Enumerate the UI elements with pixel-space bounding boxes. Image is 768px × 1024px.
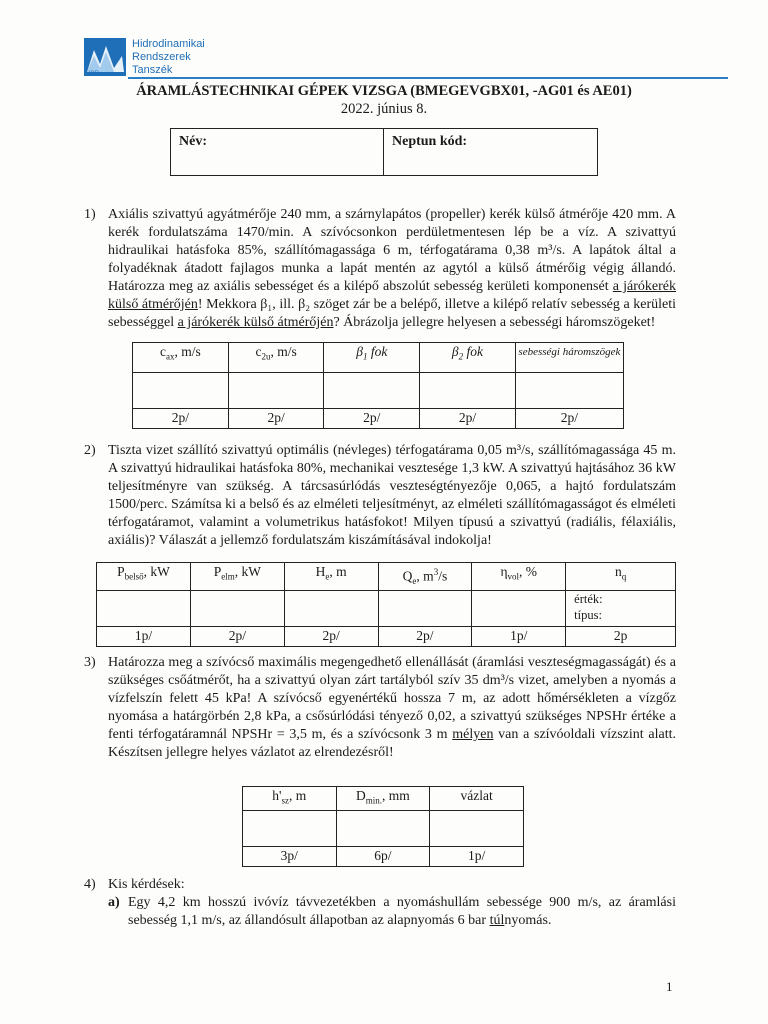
- logo-badge-text: HDR: [86, 71, 99, 76]
- q1-underline-a: a járókerék külső átmérőjén: [108, 279, 676, 312]
- logo-line-3: Tanszék: [132, 64, 173, 76]
- q2-col-eta: $\eta_{vol}$, %: [472, 563, 566, 591]
- q2-answer-cell[interactable]: [190, 591, 284, 627]
- logo-line-2: Rendszerek: [132, 51, 191, 63]
- q2-points: 2p/: [190, 627, 284, 647]
- q2-col-pelm: $P_{elm}$, kW: [190, 563, 284, 591]
- page-number: 1: [666, 979, 673, 994]
- q2-answer-cell[interactable]: [378, 591, 472, 627]
- q2-answer-cell[interactable]: [472, 591, 566, 627]
- q2-nq-cell[interactable]: [566, 591, 676, 627]
- q3-points: 3p/: [243, 846, 337, 866]
- q1-points: 2p/: [133, 409, 229, 429]
- q1-answer-cell[interactable]: [515, 373, 623, 409]
- logo-line-1: Hidrodinamikai: [132, 38, 205, 50]
- student-info-box: [170, 128, 598, 176]
- q2-type-label: típus:: [574, 608, 602, 623]
- q3-answer-cell[interactable]: [336, 810, 430, 846]
- q3-text: Határozza meg a szívócső maximális megengedhető ellenállását (áramlási veszteségmagasságát) és a szükséges csőátmérőt, ha a szivattyú olyan zárt tartályból szív 35 dm³/s vizet, amelyben a nyomás a vízfelszín felett 45 kPa! A szívócső egyenértékű hossza 7 m, az adott hőmérsékleten a vízgőz nyomása a határgörbén 2,8 kPa, a csősúrlódási tényező 0,02, a szivattyú szükséges NPSHr értéke a fenti térfogatáramnál NPSHr = 3,5 m, és a szívócsonk 3 m mélyen van a szívóoldali vízszint alatt. Készítsen jellegre helyes vázlatot az elrendezésről!: [108, 655, 676, 760]
- q4-number: 4): [84, 877, 96, 892]
- q3-number: 3): [84, 655, 96, 670]
- q2-text: Tiszta vizet szállító szivattyú optimális (névleges) térfogatárama 0,05 m³/s, szállítómagassága 45 m. A szivattyú hidraulikai hatásfoka 80%, mechanikai vesztesége 1,3 kW. A szivattyú hajtásához 36 kW teljesítményre van szükség. A tárcsasúrlódás veszteségtényezője 0,065, a hajtó fordulatszám 1500/perc. Számítsa ki a belső és az elméleti teljesítményt, az elméleti szállítómagasságot és elméleti térfogatáramot, valamint a volumetrikus hatásfokot! Milyen típusú a szivattyú (radiális, félaxiális, axiális)? Válaszát a jellemző fordulatszám kiszámításával indokolja!: [108, 443, 676, 548]
- q3-points: 6p/: [336, 846, 430, 866]
- q3-points: 1p/: [430, 846, 524, 866]
- q3-col-sketch: vázlat: [430, 787, 524, 811]
- q1-col-c2u: $c_{2u}$, m/s: [228, 343, 324, 373]
- q1-col-beta1: $\beta_1$ fok: [324, 343, 420, 373]
- q3-answer-table: [242, 786, 524, 867]
- q3-col-dmin: $D_{min.}$, mm: [336, 787, 430, 811]
- q2-points: 2p/: [284, 627, 378, 647]
- neptun-label: Neptun kód:: [392, 134, 468, 149]
- exam-date: 2022. június 8.: [340, 101, 428, 117]
- q1-underline-b: a járókerék külső átmérőjén: [177, 315, 334, 330]
- q1-points: 2p/: [515, 409, 623, 429]
- q1-col-cax: $c_{ax}$, m/s: [133, 343, 229, 373]
- q4a-underline: túl: [489, 913, 505, 928]
- q2-answer-cell[interactable]: [97, 591, 191, 627]
- q3-col-hsz: $h'_{sz}$, m: [243, 787, 337, 811]
- name-label: Név:: [179, 134, 207, 149]
- q2-col-he: $H_e$, m: [284, 563, 378, 591]
- q2-points: 1p/: [97, 627, 191, 647]
- q1-col-triangles: sebességi háromszögek: [515, 343, 623, 373]
- department-name: [132, 38, 205, 77]
- q1-points: 2p/: [324, 409, 420, 429]
- q2-col-nq: $n_q$: [566, 563, 676, 591]
- q1-answer-cell[interactable]: [133, 373, 229, 409]
- q2-points: 2p: [566, 627, 676, 647]
- q4a-label: a): [108, 895, 120, 910]
- q2-number: 2): [84, 443, 96, 458]
- q1-answer-table: [132, 342, 624, 429]
- q3-underline: mélyen: [452, 727, 494, 742]
- exam-title: ÁRAMLÁSTECHNIKAI GÉPEK VIZSGA (BMEGEVGBX01, -AG01 és AE01): [136, 83, 632, 99]
- q1-answer-cell[interactable]: [420, 373, 516, 409]
- q4-title: Kis kérdések:: [108, 877, 185, 892]
- q1-points: 2p/: [228, 409, 324, 429]
- name-field[interactable]: [171, 129, 384, 175]
- department-logo: [84, 38, 126, 76]
- q1-text: Axiális szivattyú agyátmérője 240 mm, a szárnylapátos (propeller) kerék külső átmérője 420 mm. A kerék fordulatszáma 1470/min. A szívócsonkon perdületmentesen lép be a víz. A szivattyú hidraulikai hatásfoka 85%, szállítómagassága 6 m, térfogatárama 0,38 m³/s. A lapátok által a folyadéknak átadott fajlagos munka a lapát mentén az agytól a külső átmérőig végig állandó. Határozza meg az axiális sebességet és a kilépő abszolút sebesség kerületi komponensét a járókerék külső átmérőjén! Mekkora β₁, ill. β₂ szöget zár be a belépő, illetve a kilépő relatív sebesség a kerületi sebességgel a járókerék külső átmérőjén? Ábrázolja jellegre helyesen a sebességi háromszögeket!: [108, 207, 676, 330]
- q1-col-beta2: $\beta_2$ fok: [420, 343, 516, 373]
- q2-value-label: érték:: [574, 592, 603, 607]
- q1-answer-cell[interactable]: [228, 373, 324, 409]
- q1-number: 1): [84, 207, 96, 222]
- q2-answer-cell[interactable]: [284, 591, 378, 627]
- q2-col-qe: $Q_e$, $m^3/s$: [378, 563, 472, 591]
- q2-col-pbelso: $P_{belső}$, kW: [97, 563, 191, 591]
- q2-points: 2p/: [378, 627, 472, 647]
- q1-points: 2p/: [420, 409, 516, 429]
- q1-answer-cell[interactable]: [324, 373, 420, 409]
- q4a-text: Egy 4,2 km hosszú ivóvíz távvezetékben a nyomáshullám sebessége 900 m/s, az áramlási sebesség 1,1 m/s, az állandósult állapotban az alapnyomás 6 bar túlnyomás.: [128, 895, 676, 928]
- q3-answer-cell[interactable]: [430, 810, 524, 846]
- q2-points: 1p/: [472, 627, 566, 647]
- q3-answer-cell[interactable]: [243, 810, 337, 846]
- neptun-field[interactable]: [384, 129, 597, 175]
- header-rule: [128, 77, 728, 79]
- q2-answer-table: [96, 562, 676, 647]
